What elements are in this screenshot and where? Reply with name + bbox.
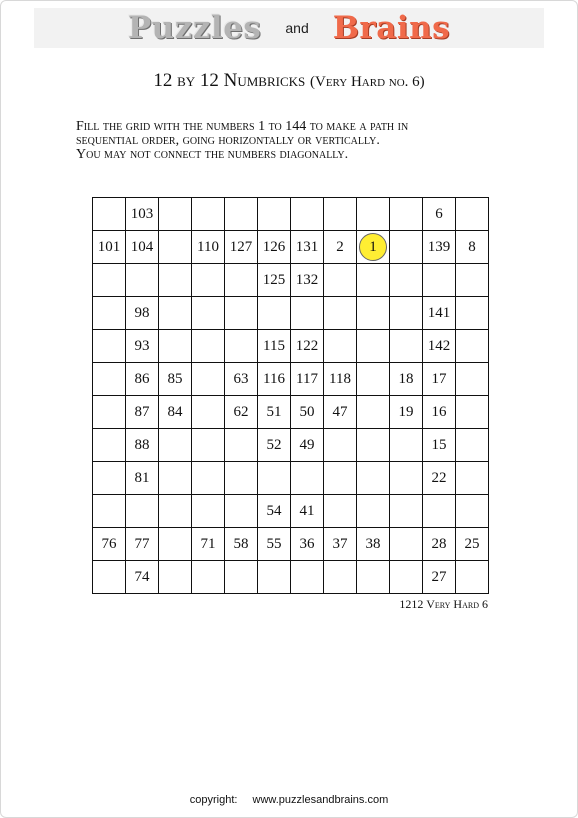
grid-cell-empty[interactable] (390, 429, 423, 462)
grid-cell-empty[interactable] (258, 297, 291, 330)
website-link[interactable]: www.puzzlesandbrains.com (252, 794, 389, 806)
grid-cell-given[interactable]: 50 (291, 396, 324, 429)
grid-cell-empty[interactable] (324, 198, 357, 231)
numbricks-grid (92, 197, 489, 594)
grid-cell-given[interactable]: 27 (423, 561, 456, 594)
grid-cell-given[interactable]: 139 (423, 231, 456, 264)
grid-cell-empty[interactable] (357, 462, 390, 495)
grid-cell-empty[interactable] (357, 429, 390, 462)
grid-cell-empty[interactable] (159, 429, 192, 462)
grid-cell-start[interactable] (357, 231, 390, 264)
grid-row (93, 396, 489, 429)
grid-cell-given[interactable]: 25 (456, 528, 489, 561)
grid-cell-empty[interactable] (390, 198, 423, 231)
grid-cell-empty[interactable] (225, 264, 258, 297)
grid-cell-given[interactable]: 6 (423, 198, 456, 231)
grid-cell-given[interactable]: 55 (258, 528, 291, 561)
grid-row (93, 231, 489, 264)
grid-cell-empty[interactable] (357, 561, 390, 594)
grid-cell-empty[interactable] (225, 330, 258, 363)
grid-row (93, 198, 489, 231)
grid-cell-given[interactable]: 49 (291, 429, 324, 462)
grid-cell-empty[interactable] (390, 528, 423, 561)
grid-cell-empty[interactable] (159, 198, 192, 231)
puzzle-code: 1212 Very Hard 6 (399, 597, 488, 611)
grid-cell-given[interactable]: 17 (423, 363, 456, 396)
instruction-line: Fill the grid with the numbers 1 to 144 to make a path in (76, 119, 409, 134)
grid-cell-empty[interactable] (225, 462, 258, 495)
puzzle-title-sub: (Very Hard no. 6) (310, 74, 425, 90)
grid-cell-given[interactable]: 118 (324, 363, 357, 396)
grid-cell-given[interactable]: 116 (258, 363, 291, 396)
grid-cell-empty[interactable] (126, 264, 159, 297)
grid-cell-given[interactable]: 8 (456, 231, 489, 264)
grid-cell-given[interactable]: 88 (126, 429, 159, 462)
grid-cell-empty[interactable] (192, 561, 225, 594)
grid-cell-empty[interactable] (456, 297, 489, 330)
grid-cell-empty[interactable] (258, 198, 291, 231)
logo-word-brains: Brains (332, 10, 451, 46)
grid-cell-empty[interactable] (159, 495, 192, 528)
grid-cell-empty[interactable] (390, 264, 423, 297)
grid-cell-empty[interactable] (192, 198, 225, 231)
start-marker: 1 (359, 233, 387, 261)
grid-cell-given[interactable]: 86 (126, 363, 159, 396)
grid-cell-empty[interactable] (93, 462, 126, 495)
instructions (76, 120, 536, 162)
grid-cell-empty[interactable] (93, 396, 126, 429)
grid-cell-given[interactable]: 41 (291, 495, 324, 528)
grid-cell-empty[interactable] (390, 330, 423, 363)
grid-cell-given[interactable]: 142 (423, 330, 456, 363)
grid-cell-given[interactable]: 36 (291, 528, 324, 561)
grid-cell-given[interactable]: 62 (225, 396, 258, 429)
grid-cell-given[interactable]: 16 (423, 396, 456, 429)
grid-row (93, 429, 489, 462)
grid-cell-empty[interactable] (456, 363, 489, 396)
grid-cell-given[interactable]: 54 (258, 495, 291, 528)
logo-word-and: and (285, 20, 309, 36)
grid-cell-empty[interactable] (93, 330, 126, 363)
grid-cell-given[interactable]: 77 (126, 528, 159, 561)
grid-cell-empty[interactable] (456, 264, 489, 297)
grid-cell-given[interactable]: 18 (390, 363, 423, 396)
grid-cell-given[interactable]: 19 (390, 396, 423, 429)
grid-row (93, 495, 489, 528)
grid-cell-empty[interactable] (258, 462, 291, 495)
grid-cell-empty[interactable] (456, 330, 489, 363)
grid-cell-given[interactable]: 103 (126, 198, 159, 231)
grid-cell-given[interactable]: 132 (291, 264, 324, 297)
instruction-line: You may not connect the numbers diagonally. (76, 147, 349, 162)
grid-cell-given[interactable]: 2 (324, 231, 357, 264)
puzzle-title-main: 12 by 12 Numbricks (153, 70, 306, 91)
grid-cell-given[interactable]: 110 (192, 231, 225, 264)
grid-cell-empty[interactable] (192, 363, 225, 396)
grid-cell-empty[interactable] (357, 330, 390, 363)
grid-cell-empty[interactable] (423, 264, 456, 297)
grid-cell-given[interactable]: 51 (258, 396, 291, 429)
grid-cell-empty[interactable] (390, 297, 423, 330)
grid-cell-empty[interactable] (456, 396, 489, 429)
grid-cell-empty[interactable] (390, 561, 423, 594)
grid-cell-empty[interactable] (192, 495, 225, 528)
logo-word-puzzles: Puzzles (127, 10, 262, 46)
grid-cell-empty[interactable] (93, 198, 126, 231)
grid-cell-empty[interactable] (291, 198, 324, 231)
grid-cell-empty[interactable] (291, 462, 324, 495)
grid-cell-given[interactable]: 122 (291, 330, 324, 363)
grid-cell-given[interactable]: 125 (258, 264, 291, 297)
grid-cell-empty[interactable] (423, 495, 456, 528)
grid-cell-empty[interactable] (324, 495, 357, 528)
grid-cell-empty[interactable] (357, 396, 390, 429)
grid-cell-empty[interactable] (192, 330, 225, 363)
grid-cell-empty[interactable] (357, 297, 390, 330)
grid-cell-given[interactable]: 98 (126, 297, 159, 330)
grid-cell-given[interactable]: 131 (291, 231, 324, 264)
grid-cell-empty[interactable] (324, 297, 357, 330)
grid-cell-empty[interactable] (93, 495, 126, 528)
footer (0, 794, 578, 806)
grid-cell-empty[interactable] (225, 297, 258, 330)
grid-cell-empty[interactable] (357, 198, 390, 231)
grid-cell-empty[interactable] (357, 495, 390, 528)
puzzle-title (0, 70, 578, 92)
grid-cell-empty[interactable] (456, 495, 489, 528)
grid-cell-empty[interactable] (291, 561, 324, 594)
grid-row (93, 363, 489, 396)
grid-cell-empty[interactable] (192, 429, 225, 462)
grid-cell-given[interactable]: 38 (357, 528, 390, 561)
grid-row (93, 330, 489, 363)
grid-cell-given[interactable]: 87 (126, 396, 159, 429)
grid-cell-empty[interactable] (93, 429, 126, 462)
grid-row (93, 264, 489, 297)
grid-cell-empty[interactable] (324, 561, 357, 594)
grid-cell-empty[interactable] (324, 330, 357, 363)
grid-cell-empty[interactable] (258, 561, 291, 594)
grid-cell-empty[interactable] (192, 462, 225, 495)
grid-cell-empty[interactable] (93, 561, 126, 594)
grid-cell-given[interactable]: 15 (423, 429, 456, 462)
grid-row (93, 561, 489, 594)
grid-cell-empty[interactable] (159, 561, 192, 594)
grid-cell-given[interactable]: 74 (126, 561, 159, 594)
grid-cell-given[interactable]: 81 (126, 462, 159, 495)
grid-cell-given[interactable]: 115 (258, 330, 291, 363)
grid-cell-empty[interactable] (390, 462, 423, 495)
grid-row (93, 528, 489, 561)
grid-cell-empty[interactable] (225, 198, 258, 231)
grid-cell-given[interactable]: 76 (93, 528, 126, 561)
grid-cell-given[interactable]: 52 (258, 429, 291, 462)
grid-cell-given[interactable]: 28 (423, 528, 456, 561)
grid-cell-empty[interactable] (456, 561, 489, 594)
grid-cell-empty[interactable] (159, 231, 192, 264)
grid-cell-given[interactable]: 58 (225, 528, 258, 561)
grid-cell-empty[interactable] (93, 363, 126, 396)
grid-cell-empty[interactable] (291, 297, 324, 330)
grid-cell-empty[interactable] (324, 264, 357, 297)
grid-cell-given[interactable]: 117 (291, 363, 324, 396)
grid-cell-empty[interactable] (225, 561, 258, 594)
grid-cell-empty[interactable] (159, 462, 192, 495)
grid-cell-given[interactable]: 141 (423, 297, 456, 330)
grid-cell-empty[interactable] (456, 198, 489, 231)
grid-cell-empty[interactable] (159, 528, 192, 561)
copyright-label: copyright: (189, 794, 238, 806)
grid-cell-empty[interactable] (225, 429, 258, 462)
grid-cell-empty[interactable] (159, 297, 192, 330)
grid-cell-given[interactable]: 85 (159, 363, 192, 396)
grid-cell-empty[interactable] (159, 330, 192, 363)
grid-row (93, 297, 489, 330)
grid-cell-given[interactable]: 37 (324, 528, 357, 561)
grid-cell-empty[interactable] (159, 264, 192, 297)
grid-cell-empty[interactable] (225, 495, 258, 528)
grid-cell-empty[interactable] (192, 297, 225, 330)
grid-cell-empty[interactable] (192, 396, 225, 429)
grid-cell-given[interactable]: 126 (258, 231, 291, 264)
grid-cell-given[interactable]: 104 (126, 231, 159, 264)
grid-cell-empty[interactable] (456, 462, 489, 495)
grid-cell-given[interactable]: 22 (423, 462, 456, 495)
grid-cell-empty[interactable] (192, 264, 225, 297)
grid-cell-given[interactable]: 47 (324, 396, 357, 429)
grid-cell-empty[interactable] (390, 231, 423, 264)
grid-cell-empty[interactable] (357, 264, 390, 297)
grid-cell-empty[interactable] (357, 363, 390, 396)
grid-cell-given[interactable]: 127 (225, 231, 258, 264)
grid-cell-empty[interactable] (456, 429, 489, 462)
grid-cell-given[interactable]: 101 (93, 231, 126, 264)
grid-cell-empty[interactable] (126, 495, 159, 528)
grid-cell-empty[interactable] (390, 495, 423, 528)
grid-cell-given[interactable]: 93 (126, 330, 159, 363)
grid-cell-empty[interactable] (93, 297, 126, 330)
grid-cell-empty[interactable] (93, 264, 126, 297)
grid-cell-given[interactable]: 71 (192, 528, 225, 561)
grid-cell-empty[interactable] (324, 462, 357, 495)
grid-cell-empty[interactable] (324, 429, 357, 462)
site-logo-banner (34, 8, 544, 48)
instruction-line: sequential order, going horizontally or vertically. (76, 133, 380, 148)
grid-cell-given[interactable]: 63 (225, 363, 258, 396)
grid-row (93, 462, 489, 495)
grid-cell-given[interactable]: 84 (159, 396, 192, 429)
